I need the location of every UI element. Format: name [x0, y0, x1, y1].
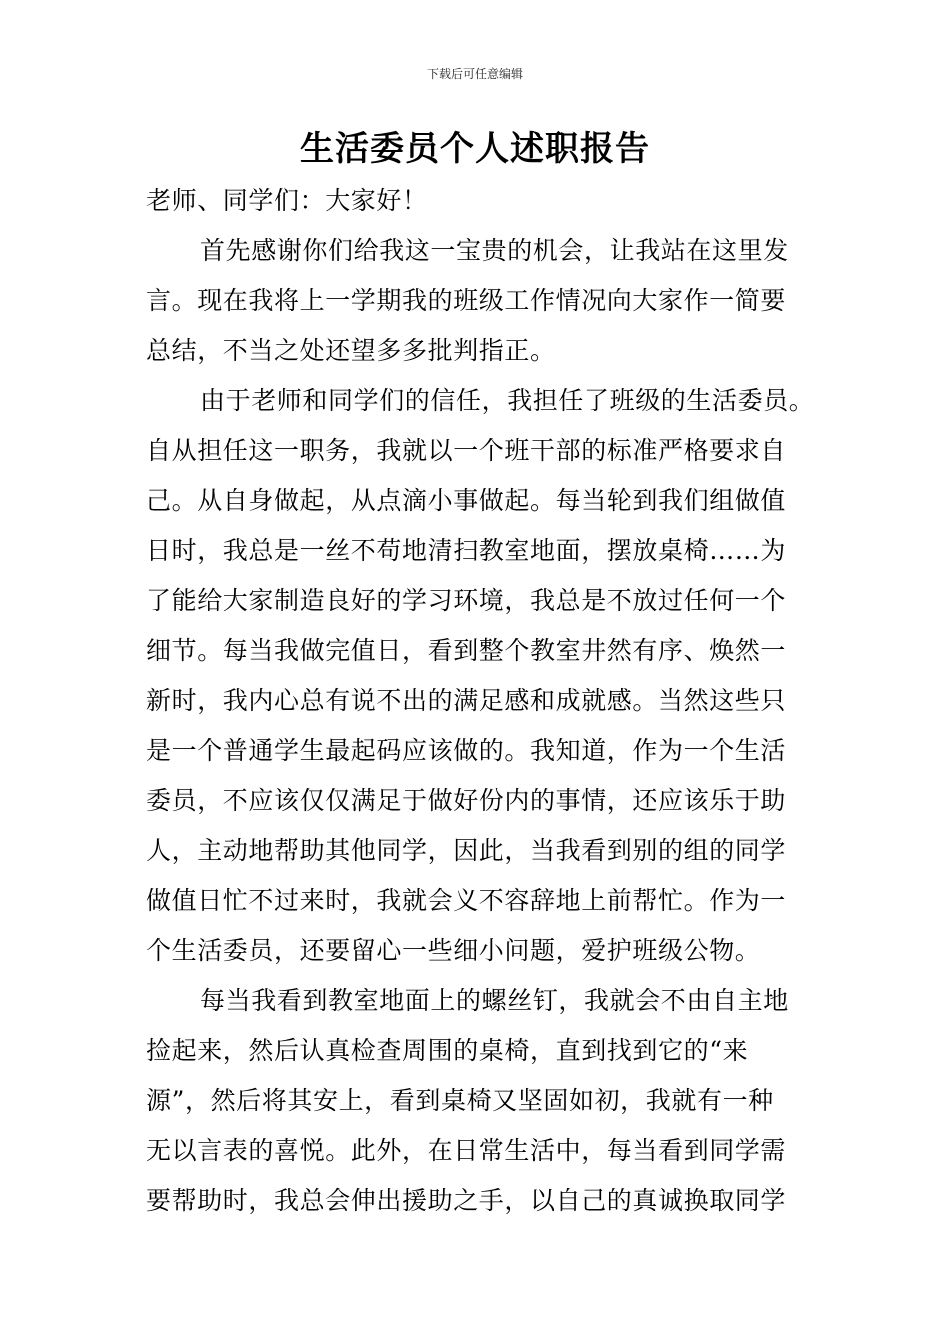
text-line: 无以言表的喜悦。此外，在日常生活中，每当看到同学需	[146, 1136, 787, 1165]
text-line: 自从担任这一职务，我就以一个班干部的标准严格要求自	[146, 436, 787, 465]
text-line: 首先感谢你们给我这一宝贵的机会，让我站在这里发	[200, 236, 789, 265]
text-line: 每当我看到教室地面上的螺丝钉，我就会不由自主地	[200, 986, 789, 1015]
document-title: 生活委员个人述职报告	[300, 129, 650, 169]
text-line: 捡起来，然后认真检查周围的桌椅，直到找到它的“来	[146, 1036, 749, 1065]
text-line: 是一个普通学生最起码应该做的。我知道，作为一个生活	[146, 736, 787, 765]
text-line: 总结，不当之处还望多多批判指正。	[146, 336, 556, 365]
text-line: 源”，然后将其安上，看到桌椅又坚固如初，我就有一种	[146, 1086, 774, 1115]
body-text	[146, 176, 816, 1226]
text-line: 老师、同学们：大家好！	[146, 186, 428, 215]
text-line: 日时，我总是一丝不苟地清扫教室地面，摆放桌椅……为	[146, 536, 787, 565]
text-line: 做值日忙不过来时，我就会义不容辞地上前帮忙。作为一	[146, 886, 787, 915]
text-line: 言。现在我将上一学期我的班级工作情况向大家作一简要	[146, 286, 787, 315]
text-line: 新时，我内心总有说不出的满足感和成就感。当然这些只	[146, 686, 787, 715]
text-line: 由于老师和同学们的信任，我担任了班级的生活委员。	[200, 386, 815, 415]
text-line: 细节。每当我做完值日，看到整个教室井然有序、焕然一	[146, 636, 787, 665]
text-line: 人，主动地帮助其他同学，因此，当我看到别的组的同学	[146, 836, 787, 865]
text-line: 个生活委员，还要留心一些细小问题，爱护班级公物。	[146, 936, 761, 965]
text-line: 委员，不应该仅仅满足于做好份内的事情，还应该乐于助	[146, 786, 787, 815]
header-note: 下载后可任意编辑	[426, 67, 523, 81]
text-line: 己。从自身做起，从点滴小事做起。每当轮到我们组做值	[146, 486, 787, 515]
text-line: 了能给大家制造良好的学习环境，我总是不放过任何一个	[146, 586, 787, 615]
text-line: 要帮助时，我总会伸出援助之手，以自己的真诚换取同学	[146, 1186, 787, 1215]
